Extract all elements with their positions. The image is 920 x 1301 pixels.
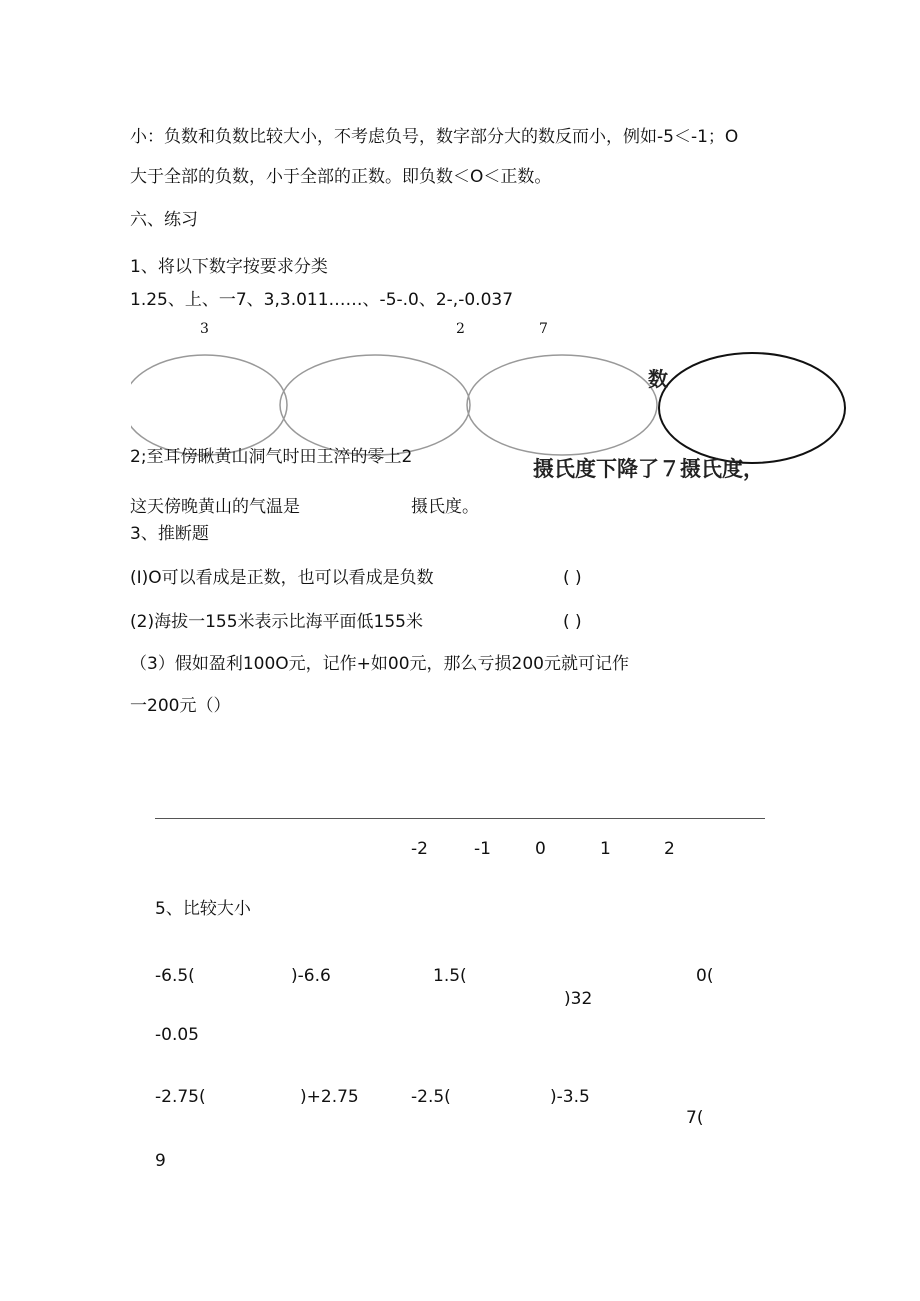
q2-line2-a: 这天傍晚黄山的气温是	[130, 497, 300, 517]
q5-row2-d: )-3.5	[550, 1087, 590, 1107]
classification-circles	[0, 0, 920, 520]
q5-row1-c: 1.5(	[433, 966, 467, 986]
section-title: 六、练习	[130, 210, 198, 230]
classification-circle-2	[280, 355, 470, 455]
number-line-tick-label: 0	[535, 839, 546, 859]
q1-denominator-b: 2	[456, 321, 465, 337]
q3-item-1: (I)O可以看成是正数，也可以看成是负数	[130, 568, 434, 588]
q1-denominator-c: 7	[539, 321, 548, 337]
q2-line: 2;至耳傍瞅黄山洞气时田王淬的零上2	[130, 447, 413, 467]
q5-row1-f: -0.05	[155, 1025, 199, 1045]
intro-line-1: 小：负数和负数比较大小，不考虑负号，数字部分大的数反而小，例如-5＜-1；O	[130, 127, 739, 147]
classification-circle-3	[467, 355, 657, 455]
classification-circle-4	[659, 353, 845, 463]
q5-row1-e: )32	[564, 989, 593, 1009]
classification-circle-1	[123, 355, 287, 455]
number-line-tick-label: -1	[474, 839, 491, 859]
q5-title: 5、比较大小	[155, 899, 251, 919]
intro-line-2: 大于全部的负数，小于全部的正数。即负数＜O＜正数。	[130, 167, 552, 187]
q3-title: 3、推断题	[130, 524, 209, 544]
number-line	[155, 818, 765, 819]
q5-row2-e: 7(	[686, 1108, 704, 1128]
q3-item-3-continued: 一200元（）	[130, 696, 231, 716]
q3-item-1-answer-paren: ( )	[563, 568, 582, 588]
q5-row1-b: )-6.6	[291, 966, 331, 986]
q2-line2-b: 摄氏度。	[411, 497, 479, 517]
q1-numbers: 1.25、上、一7、3,3.011……、-5-.0、2-,-0.037	[130, 290, 514, 310]
number-line-tick-label: 1	[600, 839, 611, 859]
q5-row2-f: 9	[155, 1151, 166, 1171]
number-line-tick-label: 2	[664, 839, 675, 859]
q5-row2-a: -2.75(	[155, 1087, 206, 1107]
q5-row2-b: )+2.75	[300, 1087, 359, 1107]
q5-row1-a: -6.5(	[155, 966, 195, 986]
q3-item-2: (2)海拔一155米表示比海平面低155米	[130, 612, 423, 632]
number-line-tick-label: -2	[411, 839, 428, 859]
q3-item-3: （3）假如盈利100O元，记作+如00元，那么亏损200元就可记作	[130, 654, 629, 674]
q5-row2-c: -2.5(	[411, 1087, 451, 1107]
q3-item-2-answer-paren: ( )	[563, 612, 582, 632]
q2-scan-fragment: 摄氏度下降了７摄氏度，	[533, 457, 764, 481]
q1-denominator-a: 3	[200, 321, 209, 337]
circle-label-fragment: 数	[648, 369, 668, 391]
q1-title: 1、将以下数字按要求分类	[130, 257, 328, 277]
q5-row1-d: 0(	[696, 966, 714, 986]
